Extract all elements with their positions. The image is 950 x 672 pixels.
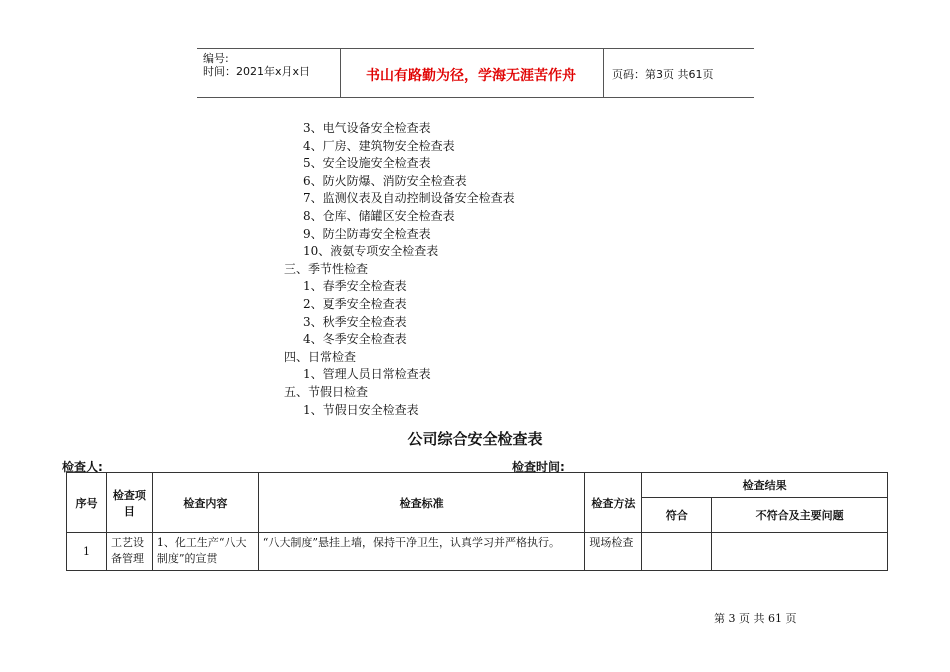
toc-item: 7、监测仪表及自动控制设备安全检查表 [303, 191, 515, 205]
toc-section: 四、日常检查 [284, 350, 357, 364]
toc-item: 8、仓库、储罐区安全检查表 [303, 209, 455, 223]
table-title: 公司综合安全检查表 [407, 430, 543, 448]
cell-method: 现场检查 [585, 533, 642, 571]
page-footer: 第 3 页 共 61 页 [714, 612, 797, 625]
code-label: 编号: [203, 52, 229, 65]
header-meta [197, 49, 340, 97]
toc-item: 6、防火防爆、消防安全检查表 [303, 174, 467, 188]
toc-item: 1、管理人员日常检查表 [303, 367, 431, 381]
toc-section: 三、季节性检查 [284, 262, 369, 276]
header-nonconform: 不符合及主要问题 [712, 498, 888, 533]
table-row [67, 533, 888, 571]
toc-section: 五、节假日检查 [284, 385, 369, 399]
toc-item: 4、厂房、建筑物安全检查表 [303, 139, 455, 153]
header-no: 序号 [67, 473, 107, 533]
page-header [197, 48, 754, 98]
cell-item: 工艺设备管理 [106, 533, 152, 571]
motto: 书山有路勤为径，学海无涯苦作舟 [366, 68, 576, 84]
time-label: 时间：2021年x月x日 [203, 65, 311, 78]
cell-conform [642, 533, 712, 571]
header-result: 检查结果 [642, 473, 888, 498]
safety-check-table [66, 472, 888, 571]
header-page-cell [604, 49, 754, 97]
header-method: 检查方法 [585, 473, 642, 533]
cell-nonconform [712, 533, 888, 571]
inspect-time-label: 检查时间: [512, 460, 565, 474]
cell-content: 1、化工生产“八大制度”的宣贯 [152, 533, 258, 571]
header-item: 检查项目 [106, 473, 152, 533]
toc-item: 2、夏季安全检查表 [303, 297, 407, 311]
inspector-label: 检查人: [62, 460, 103, 474]
header-standard: 检查标准 [258, 473, 585, 533]
toc-item: 1、节假日安全检查表 [303, 403, 419, 417]
toc-item: 4、冬季安全检查表 [303, 332, 407, 346]
toc-item: 1、春季安全检查表 [303, 279, 407, 293]
page-code: 页码：第3页 共61页 [612, 68, 714, 81]
cell-standard: “八大制度”悬挂上墙，保持干净卫生，认真学习并严格执行。 [258, 533, 585, 571]
toc-item: 5、安全设施安全检查表 [303, 156, 431, 170]
toc-item: 10、液氨专项安全检查表 [303, 244, 439, 258]
header-content: 检查内容 [152, 473, 258, 533]
header-motto-cell [340, 49, 604, 97]
toc-item: 9、防尘防毒安全检查表 [303, 227, 431, 241]
cell-no: 1 [67, 533, 107, 571]
header-conform: 符合 [642, 498, 712, 533]
toc-item: 3、电气设备安全检查表 [303, 121, 431, 135]
toc-item: 3、秋季安全检查表 [303, 315, 407, 329]
